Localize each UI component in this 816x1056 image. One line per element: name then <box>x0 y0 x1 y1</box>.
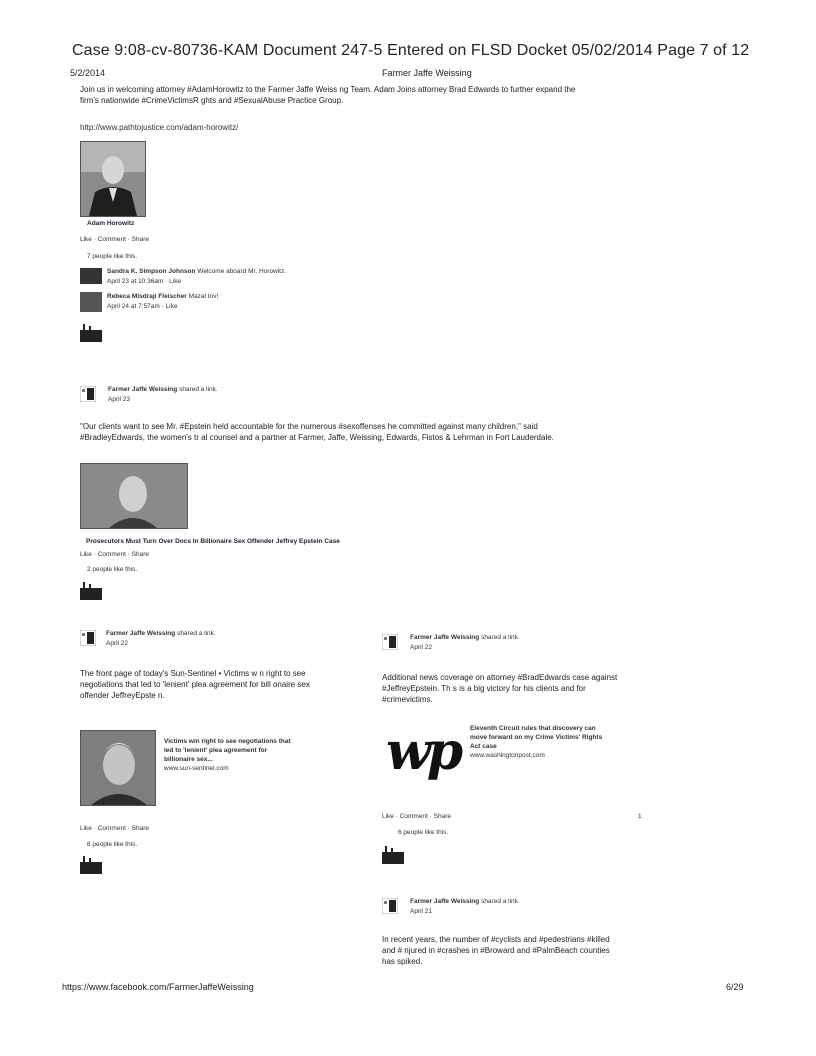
sun-sentinel-photo[interactable] <box>80 730 156 806</box>
comment-box-icon[interactable] <box>382 846 404 864</box>
print-date: 5/2/2014 <box>70 68 106 78</box>
comment-box-icon[interactable] <box>80 856 102 874</box>
post1-actions[interactable]: Like · Comment · Share <box>80 236 149 243</box>
post4-text-line1: Additional news coverage on attorney #BradEdwards case against <box>382 673 618 682</box>
post3-text-line3: offender JeffreyEpste n. <box>80 691 165 700</box>
post4-count: 1 <box>638 813 642 820</box>
post3-text-line2: negotiations that led to 'lenient' plea agreement for bill onaire sex <box>80 680 310 689</box>
comment1-meta: April 23 at 10 36am · Like <box>107 278 182 285</box>
washington-post-logo[interactable]: wp <box>386 721 460 782</box>
page-logo-icon[interactable] <box>80 386 96 402</box>
post3-link-title-line3[interactable]: billionaire sex... <box>164 756 213 763</box>
post4-author[interactable]: Farmer Jaffe Weissing <box>410 634 480 641</box>
post3-date[interactable]: April 22 <box>106 640 129 647</box>
post3-link-title-line1[interactable]: Victims win right to see negotiations that <box>164 738 291 745</box>
comment2-text: Mazal tov! <box>188 293 219 300</box>
post2-likes[interactable]: 2 people like this. <box>87 566 138 573</box>
comment2-author[interactable]: Rebeca Misdraji Fleischer <box>107 293 187 300</box>
post3-shared: shared a link. <box>177 630 216 637</box>
case-header: Case 9:08-cv-80736-KAM Document 247-5 Entered on FLSD Docket 05/02/2014 Page 7 of 12 <box>72 42 750 59</box>
comment2-meta: April 24 at 7:57am · Like <box>107 303 178 310</box>
post3-header <box>106 629 216 638</box>
post3-actions[interactable]: Like · Comment · Share <box>80 825 149 832</box>
post4-link-title-line2[interactable]: move forward on my Crime Victims' Rights <box>470 734 603 741</box>
comment1 <box>107 267 286 276</box>
post5-text-line1: In recent years, the number of #cyclists and #pedestrians #killed <box>382 935 610 944</box>
post4-link-title-line3[interactable]: Act case <box>470 743 497 750</box>
post5-text-line2: and # njured in #crashes in #Broward and #PalmBeach counties <box>382 946 610 955</box>
post1-caption[interactable]: Adam Horowitz <box>87 220 135 227</box>
post2-author[interactable]: Farmer Jaffe Weissing <box>108 386 178 393</box>
post4-date[interactable]: April 22 <box>410 644 433 651</box>
post4-shared: shared a link. <box>481 634 520 641</box>
post5-author[interactable]: Farmer Jaffe Weissing <box>410 898 480 905</box>
comment-box-icon[interactable] <box>80 582 102 600</box>
comment1-text: Welcome aboard Mr. Horowitz. <box>197 268 287 275</box>
post4-header <box>410 633 520 642</box>
commenter-avatar[interactable] <box>80 292 102 312</box>
portrait-icon <box>81 142 145 216</box>
post2-shared: shared a link. <box>179 386 218 393</box>
comment-box-icon[interactable] <box>80 324 102 342</box>
post2-header <box>108 385 218 394</box>
portrait-icon <box>81 464 187 528</box>
post4-text-line2: #JeffreyEpstein. Th s is a big victory for his clients and for <box>382 684 586 693</box>
post3-link-domain: www.sun-sentinel.com <box>164 765 229 772</box>
post4-link-title-line1[interactable]: Eleventh Circuit rules that discovery can <box>470 725 596 732</box>
post3-author[interactable]: Farmer Jaffe Weissing <box>106 630 176 637</box>
post3-link-title-line2[interactable]: led to 'lenient' plea agreement for <box>164 747 268 754</box>
post1-text-line1: Join us in welcoming attorney #AdamHorowitz to the Farmer Jaffe Weiss ng Team. Adam Joins attorney Brad Edwards to further expand the <box>80 85 576 94</box>
post3-likes[interactable]: 8 people like this. <box>87 841 138 848</box>
post3-text-line1: The front page of today's Sun-Sentinel • Victims w n right to see <box>80 669 306 678</box>
post4-link-domain: www.washingtonpost.com <box>470 752 545 759</box>
post2-date[interactable]: April 23 <box>108 396 131 403</box>
post2-actions[interactable]: Like · Comment · Share <box>80 551 149 558</box>
commenter-avatar[interactable] <box>80 268 102 284</box>
portrait-icon <box>81 731 155 805</box>
post5-shared: shared a link. <box>481 898 520 905</box>
comment2 <box>107 292 218 301</box>
post1-likes[interactable]: 7 people like this. <box>87 253 138 260</box>
footer-url: https://www.facebook.com/FarmerJaffeWeissing <box>62 982 254 992</box>
page-logo-icon[interactable] <box>382 634 398 650</box>
post2-text-line2: #BradleyEdwards, the women's tr al counsel and a partner at Farmer, Jaffe, Weissing, Edwards, Fistos & Lehrman in Fort Lauderdale. <box>80 433 554 442</box>
post2-link-title[interactable]: Prosecutors Must Turn Over Docs In Billionaire Sex Offender Jeffrey Epstein Case <box>86 538 340 545</box>
post4-text-line3: #crimevictims. <box>382 695 433 704</box>
epstein-photo[interactable] <box>80 463 188 529</box>
post4-actions[interactable]: Like · Comment · Share <box>382 813 451 820</box>
post5-date[interactable]: April 21 <box>410 908 433 915</box>
page-logo-icon[interactable] <box>382 898 398 914</box>
post4-likes[interactable]: 6 people like this. <box>398 829 449 836</box>
comment1-author[interactable]: Sandra K. Simpson Johnson <box>107 268 196 275</box>
post5-header <box>410 897 520 906</box>
print-title: Farmer Jaffe Weissing <box>382 68 472 78</box>
post1-link[interactable]: http://www.pathtojustice.com/adam-horowitz/ <box>80 123 239 132</box>
adam-horowitz-photo[interactable] <box>80 141 146 217</box>
footer-page-number: 6/29 <box>726 982 744 992</box>
post5-text-line3: has spiked. <box>382 957 423 966</box>
post2-text-line1: "Our clients want to see Mr. #Epstein held accountable for the numerous #sexoffenses he committed against many children," said <box>80 422 538 431</box>
post1-text-line2: firm's nationwide #CrimeVictimsR ghts and #SexualAbuse Practice Group. <box>80 96 344 105</box>
page-logo-icon[interactable] <box>80 630 96 646</box>
